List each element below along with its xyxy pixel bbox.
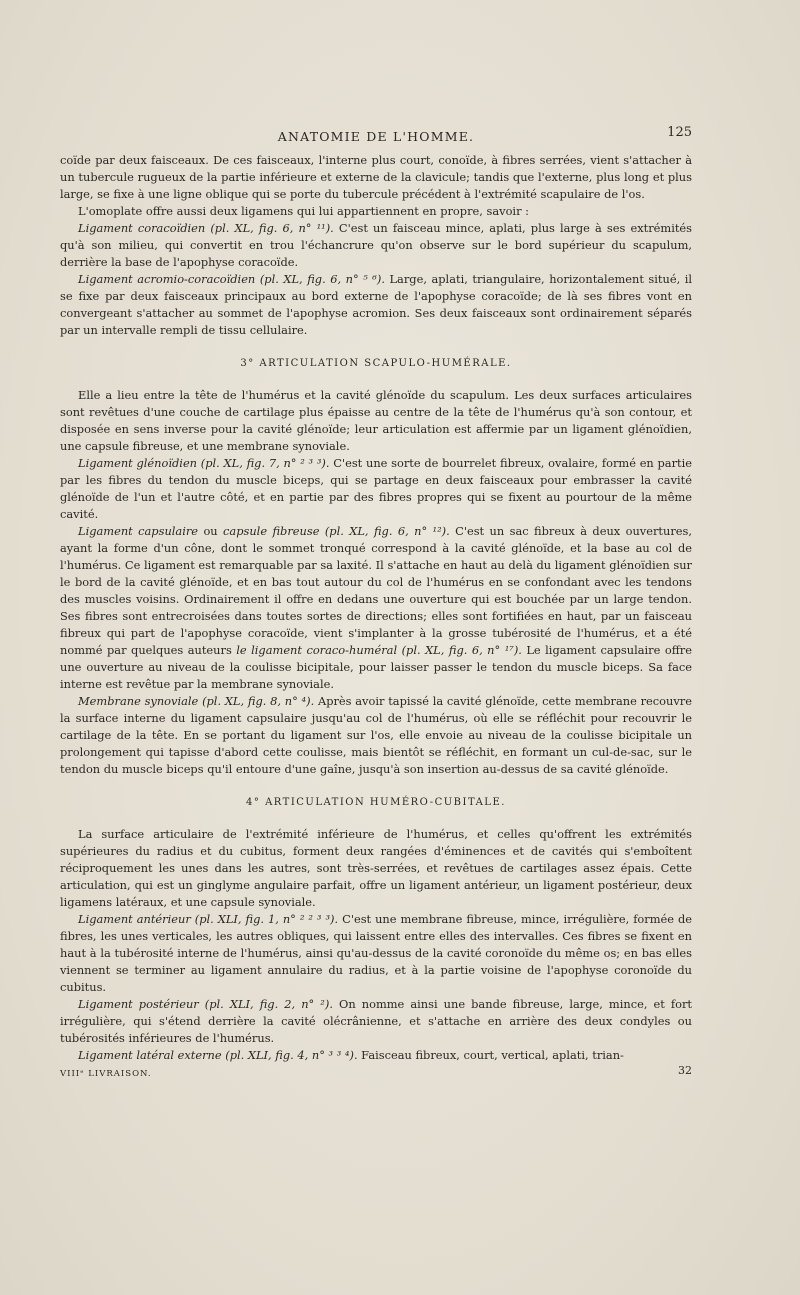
running-head [60,125,692,150]
paragraph-ligament-coracoidien [60,220,692,271]
page-number: 125 [667,125,692,140]
paragraph-ligament-acromio-coracoidien [60,271,692,339]
plate-reference: (pl. XLI, fig. 2, n° ²). [204,997,333,1011]
section-heading-humero-cubitale: 4° ARTICULATION HUMÉRO-CUBITALE. [246,797,506,808]
page-footer [60,1066,692,1082]
term-ligament-acromio-coracoidien: Ligament acromio-coracoïdien [78,272,256,286]
plate-reference: (pl. XL, fig. 6, n° ¹²). [324,524,450,538]
running-title: ANATOMIE DE L'HOMME. [277,129,475,144]
paragraph-text: Le ligament capsulaire offre une ouverture au niveau de la coulisse bicipitale, pour laisser passer le tendon du muscle biceps. Sa face interne est revêtue par la membrane synoviale. [60,643,692,691]
paragraph-scapulo-humerale-intro: Elle a lieu entre la tête de l'humérus et la cavité glénoïde du scapulum. Les deux surfaces articulaires sont revêtues d'une couche de cartilage plus épaisse au centre de la tête de l'humérus qu'à son contour, et disposée en sens inverse pour la cavité glénoïde; leur articulation est affermie par un ligament glénoïdien, une capsule fibreuse, et une membrane synoviale. [60,388,692,453]
paragraph-membrane-synoviale [60,693,692,778]
term-ligament-glenoidien: Ligament glénoïdien [78,456,198,470]
paragraph-continuation: coïde par deux faisceaux. De ces faisceaux, l'interne plus court, conoïde, à fibres serrées, vient s'attacher à un tubercule rugueux de la partie inférieure et externe de la clavicule; tandis que l'externe, plus long et plus large, se fixe à une ligne oblique qui se porte du tubercule précédent à l'extrémité scapulaire de l'os. [60,153,692,201]
paragraph-omoplate: L'omoplate offre aussi deux ligamens qui lui appartiennent en propre, savoir : [78,204,529,218]
plate-reference: (pl. XL, fig. 6, n° ¹⁷). [401,643,522,657]
term-ligament-coracoidien: Ligament coracoïdien [78,221,206,235]
term-ligament-lateral-externe: Ligament latéral externe [78,1048,222,1062]
page-text [60,125,693,1082]
connector-text: ou [198,524,224,538]
term-ligament-coraco-humeral: le ligament coraco-huméral [236,643,398,657]
paragraph-ligament-capsulaire [60,523,692,693]
paragraph-text: C'est un faisceau mince, aplati, plus large à ses extrémités qu'à son milieu, qui convertit en trou l'échancrure qu'on observe sur le bord supérieur du scapulum, derrière la base de l'apophyse coracoïde. [60,221,693,269]
section-heading-scapulo-humerale: 3° ARTICULATION SCAPULO-HUMÉRALE. [240,358,512,369]
paragraph-ligament-anterieur [60,911,692,996]
paragraph-text: C'est une sorte de bourrelet fibreux, ovalaire, formé en partie par les fibres du tendon du muscle biceps, qui se partage en deux faisceaux pour embrasser la cavité glénoïde de l'un et l'autre côté, et en partie par des fibres propres qui se fixent au pourtour de la même cavité. [60,456,693,521]
paragraph-text: On nomme ainsi une bande fibreuse, large, mince, et fort irrégulière, qui s'étend derrière la cavité olécrânienne, et s'attache en arrière des deux condyles ou tubérosités inférieures de l'humérus. [60,997,692,1045]
term-capsule-fibreuse: capsule fibreuse [223,524,320,538]
term-ligament-posterieur: Ligament postérieur [78,997,199,1011]
paragraph-text: C'est une membrane fibreuse, mince, irrégulière, formée de fibres, les unes verticales, les autres obliques, qui laissent entre elles des intervalles. Ces fibres se fixent en haut à la tubérosité interne de l'humérus, ainsi qu'au-dessus de la cavité coronoïde du même os; en bas elles viennent se terminer au ligament annulaire du radius, et à la partie voisine de l'apophyse coronoïde du cubitus. [60,912,693,994]
plate-reference: (pl. XL, fig. 6, n° ⁵ ⁶). [259,272,385,286]
plate-reference: (pl. XLI, fig. 4, n° ³ ³ ⁴). [225,1048,358,1062]
livraison-signature: VIIIᵉ LIVRAISON. [60,1069,152,1079]
plate-reference: (pl. XL, fig. 6, n° ¹¹). [210,221,334,235]
paragraph-text: Après avoir tapissé la cavité glénoïde, cette membrane recouvre la surface interne du ligament capsulaire jusqu'au col de l'humérus, où elle se réfléchit pour recouvrir le cartilage de la tête. En se portant du ligament sur l'os, elle envoie au niveau de la coulisse bicipitale un prolongement qui tapisse d'abord cette coulisse, mais bientôt se réfléchit, en formant un cul-de-sac, sur le tendon du muscle biceps qu'il entoure d'une gaîne, jusqu'à son insertion au-dessus de sa cavité glénoïde. [60,694,692,776]
plate-reference: (pl. XL, fig. 8, n° ⁴). [202,694,315,708]
signature-mark: 32 [678,1064,692,1077]
plate-reference: (pl. XL, fig. 7, n° ² ³ ³). [200,456,330,470]
paragraph-ligament-glenoidien [60,455,692,523]
paragraph-ligament-lateral-externe [60,1047,692,1064]
paragraph-text: Faisceau fibreux, court, vertical, aplati, trian- [357,1048,624,1062]
paragraph-text: C'est un sac fibreux à deux ouvertures, ayant la forme d'un cône, dont le sommet tronqué correspond à la cavité glénoïde, et la base au col de l'humérus. Ce ligament est remarquable par sa laxité. Il s'attache en haut au delà du ligament glénoïdien sur le bord de la cavité glénoïde, et en bas tout autour du col de l'humérus en se confondant avec les tendons des muscles voisins. Ordinairement il offre en dedans une ouverture qui est bouchée par un large tendon. Ses fibres sont entrecroisées dans toutes sortes de directions; elles sont fortifiées en haut, par un faisceau fibreux qui part de l'apophyse coracoïde, vient s'implanter à la grosse tubérosité de l'humérus, et a été nommé par quelques auteurs [60,524,692,657]
paragraph-humero-cubitale-intro: La surface articulaire de l'extrémité inférieure de l'humérus, et celles qu'offrent les extrémités supérieures du radius et du cubitus, forment deux rangées d'éminences et de cavités qui s'emboîtent réciproquement les unes dans les autres, sont très-serrées, et revêtues de cartilages assez épais. Cette articulation, qui est un ginglyme angulaire parfait, offre un ligament antérieur, un ligament postérieur, deux ligamens latéraux, et une capsule synoviale. [60,827,692,909]
plate-reference: (pl. XLI, fig. 1, n° ² ² ³ ³). [194,912,339,926]
paragraph-text: Large, aplati, triangulaire, horizontalement situé, il se fixe par deux faisceaux principaux au bord externe de l'apophyse coracoïde; de là ses fibres vont en convergeant s'attacher au sommet de l'apophyse acromion. Ses deux faisceaux sont ordinairement séparés par un intervalle rempli de tissu cellulaire. [60,272,693,337]
paragraph-ligament-posterieur [60,996,692,1047]
term-membrane-synoviale: Membrane synoviale [78,694,199,708]
term-ligament-anterieur: Ligament antérieur [78,912,191,926]
term-ligament-capsulaire: Ligament capsulaire [78,524,199,538]
